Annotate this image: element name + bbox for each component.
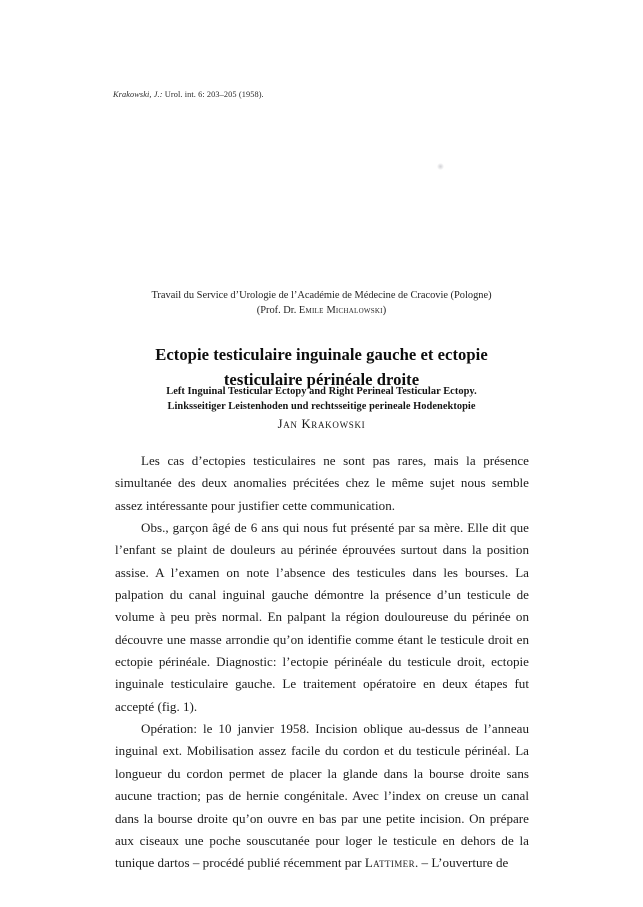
subtitle-german: Linksseitiger Leistenhoden und rechtsseitige perineale Hodenektopie: [167, 400, 476, 412]
citation-author: Krakowski, J.:: [113, 90, 163, 99]
affiliation-block: [0, 288, 643, 318]
body-cited-author-lattimer: Lattimer: [364, 855, 415, 871]
citation-reference: Urol. int. 6: 203–205 (1958).: [162, 90, 264, 99]
subtitle-block: [0, 385, 643, 414]
page-title-line-1: Ectopie testiculaire inguinale gauche et ectopie: [155, 345, 488, 365]
subtitle-english: Left Inguinal Testicular Ectopy and Right Perineal Testicular Ectopy.: [166, 386, 477, 397]
body-paragraph-3-part-2: . – L’ouverture de: [414, 855, 509, 871]
affiliation-head: [0, 303, 643, 318]
affiliation-head-name: Emile Michalowski: [298, 305, 383, 316]
author-byline: Jan Krakowski: [277, 417, 366, 431]
body-paragraph-2: Obs., garçon âgé de 6 ans qui nous fut présenté par sa mère. Elle dit que l’enfant se plaint de douleurs au périnée éprouvées surtout dans la position assise. A l’examen on note l’absence des testicules dans les bourses. La palpation du canal inguinal gauche démontre la présence d’un testicule de volume à peu près normal. En palpant la région douloureuse du périnée on découvre une masse arrondie qu’on identifie comme étant le testicule droit en ectopie périnéale. Diagnostic: l’ectopie périnéale du testicule droit, ectopie inguinale testiculaire gauche. Le traitement opératoire en deux étapes fut accepté (fig. 1).: [115, 520, 529, 714]
body-text: [115, 450, 529, 875]
body-paragraph-3-part-1: Opération: le 10 janvier 1958. Incision oblique au-dessus de l’anneau inguinal ext. Mobilisation assez facile du cordon et du testicule périnéal. La longueur du cordon permet de placer la glande dans la bourse droite sans aucune traction; pas de hernie congénitale. Avec l’index on creuse un canal dans la bourse droite qu’on ouvre en bas par une petite incision. On prépare aux ciseaux une poche souscutanée pour loger le testicule en dehors de la tunique dartos – procédé publié récemment par: [115, 721, 529, 871]
scan-artifact-speck: [437, 163, 444, 170]
body-paragraph-3: [115, 718, 529, 874]
affiliation-head-prefix: (Prof. Dr.: [256, 305, 299, 316]
running-head-citation: [113, 90, 264, 99]
page-title-line-2: testiculaire périnéale droite: [223, 370, 420, 390]
affiliation-institution: Travail du Service d’Urologie de l’Académie de Médecine de Cracovie (Pologne): [151, 290, 492, 301]
body-paragraph-1: Les cas d’ectopies testiculaires ne sont pas rares, mais la présence simultanée des deux anomalies précitées chez le même sujet nous semble assez intéressante pour justifier cette communication.: [115, 453, 529, 513]
affiliation-head-suffix: ): [382, 305, 387, 316]
